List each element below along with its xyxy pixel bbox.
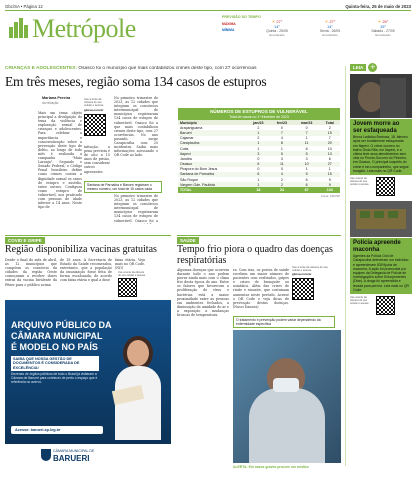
table-cell: 11	[304, 141, 309, 146]
page-header-date: Quinta-feira, 25 de maio de 2023	[345, 4, 411, 9]
ad-body: Dezenas de órgãos públicos de todo o Brasil já visitaram a Câmara de Barueri para conhecer de perto o espaço que é referência no acervo.	[11, 372, 98, 384]
table-cell: 6	[328, 156, 331, 161]
ad-line-1: ARQUIVO PÚBLICO DA	[11, 320, 112, 330]
weather-max-label: MÁXIMA	[222, 22, 236, 26]
covid-headline: Região disponibiliza vacinas gratuitas	[5, 244, 157, 255]
table-cell: Carapicuíba	[180, 141, 200, 146]
table-cell: 34	[279, 188, 284, 193]
byline-name: Mariana Pereira	[42, 96, 71, 100]
table-cell: 4	[280, 172, 283, 177]
table-cell: 87	[304, 188, 309, 193]
table-cell: 1	[257, 146, 260, 151]
qr-code-icon[interactable]	[292, 278, 314, 300]
table-cell: 10	[304, 162, 309, 167]
table-cell: 7	[280, 130, 283, 135]
sidebar-story-1[interactable]	[350, 119, 412, 175]
ad-city: BARUERI	[53, 454, 90, 463]
weather-min-label: MÍNIMA	[222, 28, 235, 32]
sidebar	[350, 63, 412, 315]
table-header-row: Município jan/23 fev/23 mar/23 Total	[178, 120, 340, 125]
health-tag: SAÚDE	[177, 237, 199, 244]
table-cell: Santana de Parnaíba	[180, 172, 214, 177]
table-cell: 6	[305, 177, 308, 182]
table-cell: Osasco	[180, 162, 193, 167]
sun-icon: ☀	[271, 19, 276, 24]
table-cell: 3	[280, 156, 283, 161]
table-cell: 0	[305, 125, 308, 130]
health-box: O tratamento e prevenção podem variar dependendo da enfermidade específica	[233, 316, 335, 328]
ad-person-image	[109, 336, 167, 440]
weather-day-1: ☀ 27° 14° Quinta - 25/05 Ensolarado	[266, 19, 288, 37]
shield-icon	[41, 449, 51, 461]
weather-day-3: ☀ 25° 15° Sábado - 27/05 Ensolarado	[371, 19, 395, 37]
health-headline: Tempo frio piora o quadro das doenças respiratórias	[177, 244, 333, 266]
article-col-2: No primeiro trimestre de 2023, as 12 cidades que integram os consórcios intermunicipal de municípios registraram 134 casos de estupro de vulnerável. Osasco foi a que mais contabilizou crimes deste tipo, com 27 ocorrências. No ano passado, surge Carapicuíba com 20 incidentes. Saiba mais informações acessando o QR Code ao lado.	[114, 96, 158, 158]
table-cell: 8	[280, 141, 283, 146]
covid-col-1: Desde o final do mês de abril, as 12 municípios que compõem os consórcio da cidades da região Oeste começaram a receber doses extras da vacina bivalente da Pfizer para o público acima	[5, 258, 57, 287]
table-grid	[178, 120, 340, 193]
table-cell: 3	[257, 151, 260, 156]
sidebar-story-2[interactable]	[350, 238, 412, 294]
table-cell: 7	[328, 136, 331, 141]
table-cell: 10	[327, 146, 332, 151]
table-cell: 8	[305, 146, 308, 151]
table-cell: 1	[257, 182, 260, 187]
table-cell: 11	[280, 162, 284, 167]
weather-title: PREVISÃO DO TEMPO	[222, 15, 261, 19]
health-photo	[233, 330, 341, 463]
story-2-headline[interactable]: Polícia apreende maconha	[353, 240, 401, 253]
sidebar-photo-2	[350, 201, 412, 237]
table-cell: 7	[305, 130, 308, 135]
kicker: CRIANÇAS E ADOLESCENTES: Osasco foi o município que mais contabilizou crimes deste tipo, com 27 ocorrências	[5, 66, 257, 71]
header-divider	[5, 10, 411, 11]
table-cell: Cajamar	[180, 136, 194, 141]
table-cell: 20	[327, 141, 332, 146]
plus-icon: +	[369, 63, 376, 71]
ad-subtitle: SAIBA QUE NOSSA GESTÃO DE DOCUMENTOS É CONSIDERADA DE EXCELÊNCIA!	[11, 356, 99, 371]
table-cell: 134	[326, 188, 333, 193]
section-logo-icon	[8, 17, 30, 39]
sidebar-divider	[345, 66, 346, 466]
story-1-text: Bruna Ladislau Barbosa, 18, faleceu após ser brutalmente esfaqueada em Itapevi. O crime ocorreu no bairro Gioia Rita, em Itapevi, e a vítima teve seus atendimentos sem vida no Pronto-Socorro do Pinheiro, em Osasco. O principal suspeito do crime é seu companheiro, que segue foragido. Leia mais no QR Code.	[353, 135, 409, 173]
sidebar-photo-1	[350, 74, 412, 118]
table-cell: 1	[257, 177, 260, 182]
table-cell: 15	[327, 130, 332, 135]
table-cell: 0	[280, 125, 283, 130]
health-col-2: ra. Com isso, os postos de saúde recebem um maior número de pacientes com resfriados, gripes e crises de bronquite ou asmática. Além das crises de rinite e sinusite, que costumam aumentar neste período. Acesse o QR Code e veja dicas de prevenção destas doenças. (Nasci Dannes)	[233, 268, 289, 309]
table-cell: 27	[327, 162, 332, 167]
qr-block-1[interactable]: Use a lente da câmera do seu celular e acesse gbcsa.com.br	[84, 98, 110, 136]
table-cell: TOTAL	[180, 188, 192, 193]
ad-line-2: CÂMARA MUNICIPAL	[11, 331, 103, 341]
health-caption: ALERTA: Em casos graves procure um médico	[233, 465, 309, 469]
table-cell: 1	[257, 141, 260, 146]
ad-website-link[interactable]: Acesse: barueri.sp.leg.br	[11, 426, 103, 434]
qr-caption: Use a lente da câmera do seu celular e acesse	[350, 296, 369, 306]
advertisement[interactable]	[5, 300, 171, 470]
table-source: Fonte: SSP/SP	[321, 193, 340, 198]
table-cell: 2	[257, 136, 260, 141]
covid-col-3: faixa etária. Veja mais no QR Code. (ND)	[115, 258, 145, 270]
qr-block-2[interactable]: Use a lente da câmera do seu celular e acesse	[118, 271, 146, 297]
table-title: NÚMEROS DE ESTUPROS DE VULNERÁVEL	[178, 108, 340, 115]
table-cell: Vargem Gde. Paulista	[180, 182, 215, 187]
table-cell: 6	[257, 172, 260, 177]
table-cell: 1	[305, 136, 308, 141]
table-cell: 13	[327, 151, 332, 156]
sun-icon: ☀	[377, 19, 382, 24]
page-header-left: Gbc/SA • Página 12	[5, 4, 43, 9]
table-cell: 2	[328, 125, 331, 130]
table-cell: 5	[305, 151, 308, 156]
table-cell: Jandira	[180, 156, 192, 161]
table-cell: 0	[257, 167, 260, 172]
table-cell: Cotia	[180, 146, 189, 151]
article-col-2-start: infração, a pena prevista é de oito a 15 anos de prisão, sem considerar outros agravantes	[84, 145, 110, 174]
qr-code-icon[interactable]	[84, 114, 106, 136]
table-cell: São Roque	[180, 177, 198, 182]
table-cell: 5	[280, 151, 283, 156]
table-cell: 1	[257, 130, 260, 135]
covid-tag: COVID E GRIPE	[5, 237, 45, 244]
covid-col-2: de 18 anos. A Secretaria de Estado da Saúde recomendou, entretanto, que a população da imunização fosse feita de forma escalonada, de acordo com faixa etária e qual a dose	[60, 258, 112, 283]
divider	[5, 235, 171, 236]
table-cell: Barueri	[180, 130, 192, 135]
table-cell: Araçariguama	[180, 125, 203, 130]
story-1-headline[interactable]: Jovem morre ao ser esfaqueada	[353, 121, 400, 134]
table-cell: 1	[305, 167, 308, 172]
table-cell: 3	[305, 156, 308, 161]
table-cell: 9	[328, 177, 331, 182]
qr-caption: Use a lente da câmera do seu celular e acesse	[350, 177, 369, 187]
sidebar-header	[350, 63, 412, 72]
weather-day-2: ☀ 27° 14° Sexta - 26/05 Ensolarado	[319, 19, 341, 37]
weather-widget	[222, 15, 410, 61]
table-cell: 0	[257, 156, 260, 161]
article-col-1: Mais um tema objeto principal a divulgação do tema da violência e exploração sexual de crianças e adolescentes. Para celebrar a importância e conscientização sobre a prevenção deste tipo de delito, ao longo de todo mês é realizada a campanha "Maio Laranja". Segundo o Senado Federal, o Código Penal brasileiro define como crimes contra a dignidade sexual os casos de estupro e assédio, entre outros. Configura como estupro de vulnerável, nos praticado com pessoas de idade inferior a 14 anos. Neste tipo de	[38, 111, 82, 210]
ad-brand: CÂMARA MUNICIPAL DE	[53, 449, 95, 453]
qr-code-icon[interactable]	[376, 296, 395, 315]
sun-icon: ☀	[324, 19, 329, 24]
article-col-3: No primeiro trimestre de 2023, as 12 cidades que integram os consórcios intermunicipal de municípios registraram 134 casos de estupro de vulnerável. Osasco foi a	[114, 194, 158, 223]
health-col-1: Algumas doenças que ocorrem durante todo o ano podem piorar ainda mais com o clima frio desta época do ano. Entre os fatores que favorecem a proliferação de vírus e bactérias está a maior proximidade entre as pessoas em ambientes fechados, a diminuição da umidade do ar e a exposição a mudanças bruscas de temperatura.	[177, 268, 229, 318]
table-total-row	[178, 187, 340, 192]
table-cell: 6	[257, 162, 260, 167]
table-cell: Itapevi	[180, 151, 191, 156]
table-cell: 2	[280, 177, 283, 182]
article-caption: Santana de Parnaíba e Barueri registram o mesmo número, um total de 15 casos cada	[84, 181, 162, 193]
table-cell: 2	[280, 182, 283, 187]
tissue-icon	[273, 378, 299, 392]
qr-code-icon[interactable]	[118, 278, 137, 297]
headline: Em três meses, região soma 134 casos de estupros	[5, 74, 267, 89]
ad-line-3: É MODELO NO PAÍS	[11, 342, 98, 352]
divider	[177, 235, 341, 236]
story-2-text: Agentes da Polícia Civil de Carapicuíba deteveram um indivíduo e apreenderam 839 tijolos de maconha. A ação foi promovida por equipes da Delegacia de Polícia de Investigações sobre Entorpecentes (Dise). A droga foi apreendida e levada para perícia. Leia mais no QR Code.	[353, 254, 409, 292]
section-title: Metrópole	[32, 14, 136, 43]
table-cell: 9	[328, 182, 331, 187]
table-cell: 15	[327, 172, 332, 177]
qr-block-3[interactable]: Use a lente da câmera do seu celular e acesse gbcsa.com.br	[292, 266, 332, 300]
table-cell: 0	[280, 167, 283, 172]
table-cell: 4	[280, 136, 283, 141]
table-cell: 6	[305, 182, 308, 187]
table-cell: 18	[256, 188, 261, 193]
table-cell: 2	[257, 125, 260, 130]
sidebar-tag: LEIA	[350, 64, 366, 71]
table-cell: Pirapora do Bom Jesus	[180, 167, 218, 172]
table-subtitle: Total de casos no 1º trimestre de 2023	[178, 115, 340, 120]
table-cell: 1	[328, 167, 331, 172]
stats-table	[178, 108, 340, 198]
qr-code-icon[interactable]	[376, 177, 395, 196]
table-cell: 5	[305, 172, 308, 177]
byline-role: da redação	[42, 101, 59, 105]
table-cell: 1	[280, 146, 283, 151]
